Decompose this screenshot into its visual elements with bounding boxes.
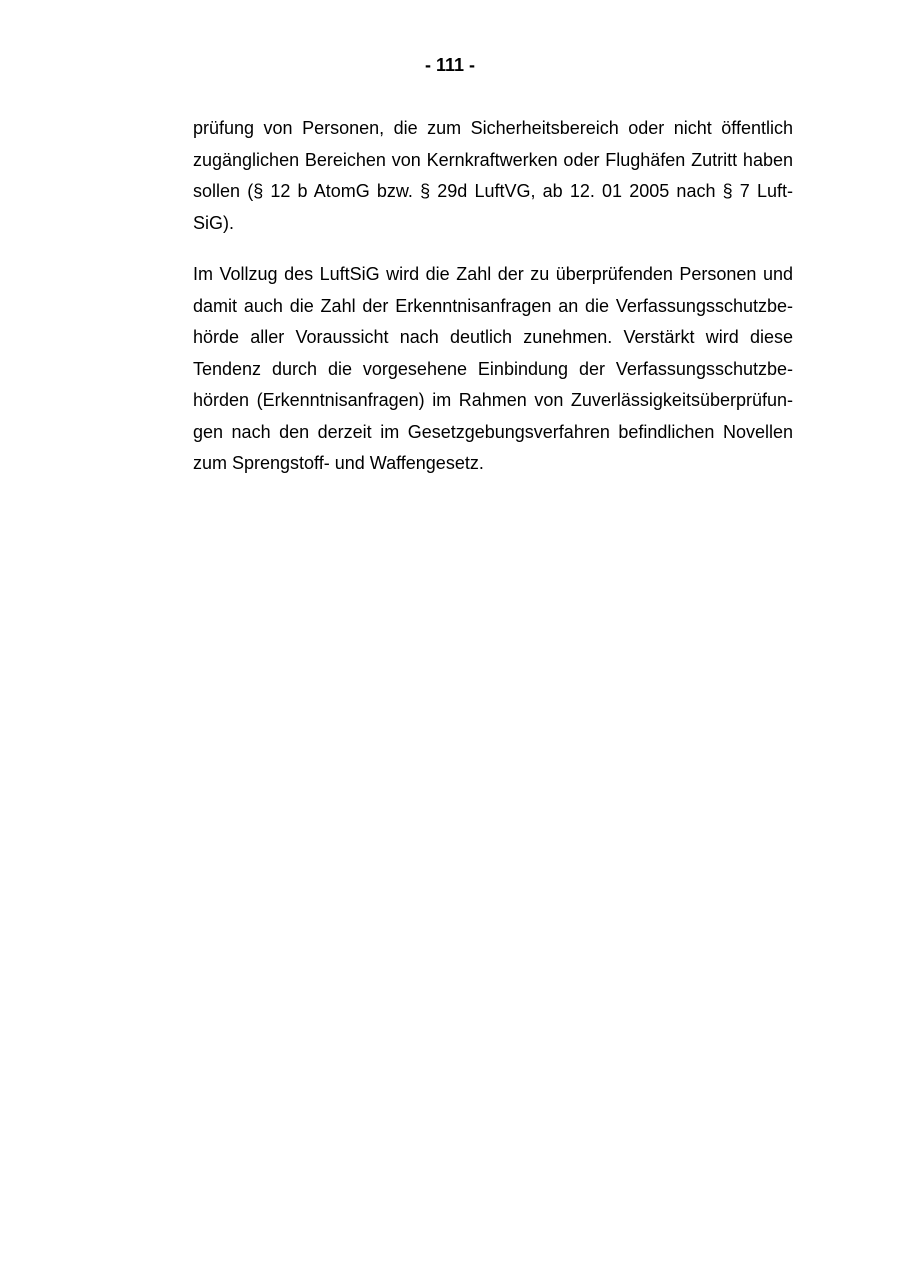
text-line: Tendenz durch die vorgesehene Einbindung der Verfassungsschutzbe- bbox=[193, 358, 793, 379]
text-line: hörden (Erkenntnisanfragen) im Rahmen von Zuverlässigkeitsüberprüfun- bbox=[193, 390, 793, 410]
text-line: gen nach den derzeit im Gesetzgebungsverfahren befindlichen Novellen bbox=[193, 421, 793, 442]
paragraph-1 bbox=[193, 113, 793, 239]
text-line: SiG). bbox=[193, 212, 235, 233]
text-line: Im Vollzug des LuftSiG wird die Zahl der zu überprüfenden Personen und bbox=[193, 264, 793, 284]
paragraph-2 bbox=[193, 259, 793, 480]
text-line: damit auch die Zahl der Erkenntnisanfragen an die Verfassungsschutzbe- bbox=[193, 295, 793, 316]
text-line: zum Sprengstoff- und Waffengesetz. bbox=[193, 453, 484, 473]
paragraph-spacer bbox=[193, 239, 793, 259]
text-line: sollen (§ 12 b AtomG bzw. § 29d LuftVG, ab 12. 01 2005 nach § 7 Luft- bbox=[193, 181, 793, 201]
body-text bbox=[193, 113, 793, 480]
text-line: zugänglichen Bereichen von Kernkraftwerken oder Flughäfen Zutritt haben bbox=[193, 149, 793, 170]
text-line: hörde aller Voraussicht nach deutlich zunehmen. Verstärkt wird diese bbox=[193, 327, 793, 347]
page-number: - 111 - bbox=[424, 55, 476, 75]
text-line: prüfung von Personen, die zum Sicherheitsbereich oder nicht öffentlich bbox=[193, 118, 793, 138]
